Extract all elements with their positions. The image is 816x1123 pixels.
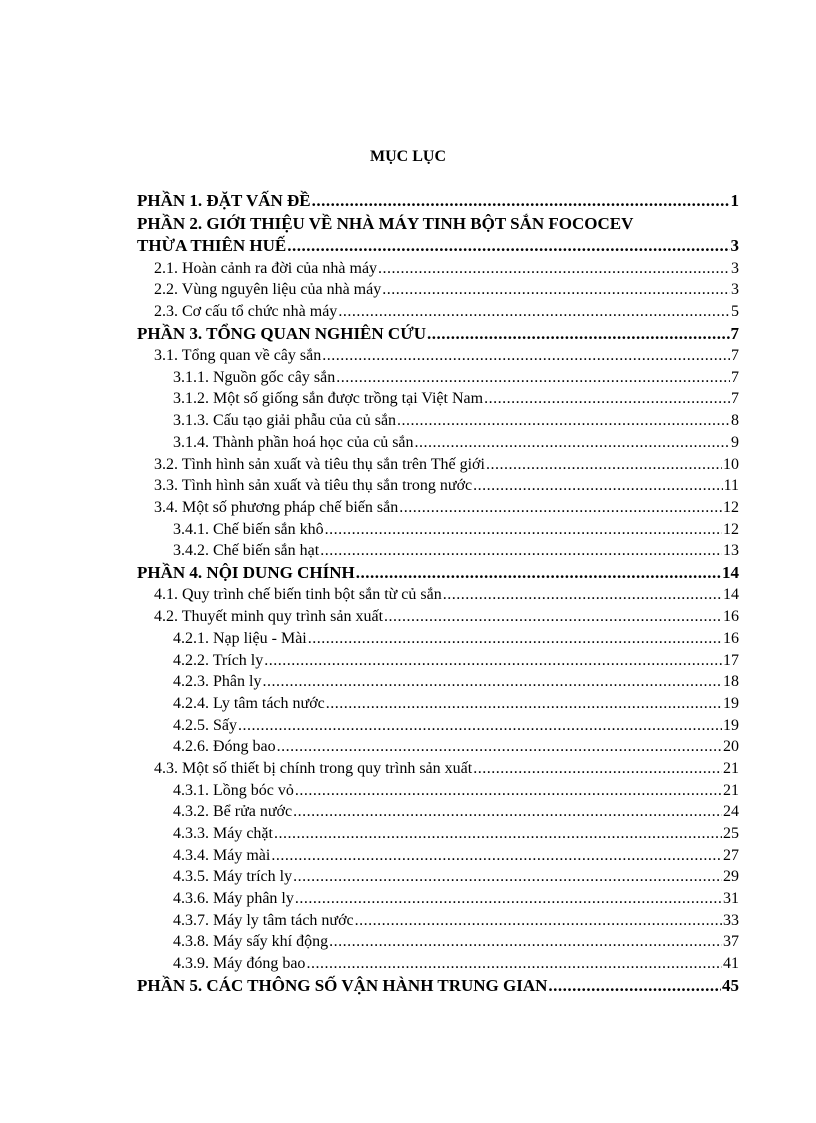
toc-entry-page: 16 [723, 629, 739, 647]
toc-entry-label: 3.3. Tình hình sản xuất và tiêu thụ sắn trong nước [154, 477, 473, 495]
toc-leader-dots [293, 866, 722, 888]
toc-entry-page: 21 [723, 759, 739, 777]
toc-entry-label: 4.3.5. Máy trích ly [173, 868, 293, 886]
toc-entry-page: 41 [723, 955, 739, 973]
toc-entry [137, 801, 739, 823]
toc-entry-label: 3.1. Tổng quan về cây sắn [154, 347, 322, 365]
toc-leader-dots [271, 845, 722, 867]
toc-entry-page: 18 [723, 673, 739, 691]
toc-entry-page: 24 [723, 803, 739, 821]
toc-entry [137, 910, 739, 932]
toc-leader-dots [320, 540, 722, 562]
toc-entry-page: 7 [730, 323, 739, 343]
toc-entry-page: 37 [723, 933, 739, 951]
toc-entry-label: 2.2. Vùng nguyên liệu của nhà máy [154, 281, 382, 299]
toc-entry-label: 4.3.9. Máy đóng bao [173, 955, 306, 973]
toc-leader-dots [486, 454, 722, 476]
toc-entry [137, 235, 739, 258]
toc-leader-dots [287, 235, 729, 258]
toc-entry [137, 758, 739, 780]
toc-entry-label: 3.4.1. Chế biến sắn khô [173, 520, 324, 538]
toc-entry-page: 11 [723, 477, 739, 495]
toc-entry [137, 888, 739, 910]
toc-entry-page: 31 [723, 890, 739, 908]
toc-leader-dots [415, 432, 730, 454]
toc-entry-page: 27 [723, 846, 739, 864]
toc-leader-dots [329, 931, 722, 953]
toc-entry-label: 3.1.2. Một số giống sắn được trồng tại Việt Nam [173, 390, 484, 408]
toc-leader-dots [473, 758, 722, 780]
toc-leader-dots [382, 279, 730, 301]
toc-entry-label: 4.3.1. Lồng bóc vỏ [173, 781, 294, 799]
toc-entry-label: PHẦN 2. GIỚI THIỆU VỀ NHÀ MÁY TINH BỘT SẮN FOCOCEV [137, 213, 634, 233]
toc-entry [137, 301, 739, 323]
toc-entry-label: 3.4. Một số phương pháp chế biến sắn [154, 498, 399, 516]
toc-entry [137, 367, 739, 389]
toc-entry-page: 9 [731, 433, 739, 451]
toc-entry-page: 14 [723, 586, 739, 604]
toc-leader-dots [443, 584, 722, 606]
toc-leader-dots [399, 497, 722, 519]
toc-entry-page: 3 [731, 281, 739, 299]
toc-leader-dots [355, 910, 722, 932]
toc-leader-dots [308, 628, 722, 650]
toc-leader-dots [295, 888, 722, 910]
toc-entry-label: 3.1.1. Nguồn gốc cây sắn [173, 368, 336, 386]
toc-entry-page: 21 [723, 781, 739, 799]
toc-leader-dots [264, 650, 722, 672]
toc-entry [137, 388, 739, 410]
toc-entry-label: 4.2.2. Trích ly [173, 651, 264, 669]
toc-leader-dots [295, 780, 722, 802]
toc-leader-dots [322, 345, 730, 367]
toc-entry-label: 3.4.2. Chế biến sắn hạt [173, 542, 320, 560]
toc-entry [137, 671, 739, 693]
toc-entry-label: 3.2. Tình hình sản xuất và tiêu thụ sắn trên Thế giới [154, 455, 485, 473]
toc-entry [137, 410, 739, 432]
toc-entry-page: 33 [723, 911, 739, 929]
toc-entry-label: 3.1.3. Cấu tạo giải phẫu của củ sắn [173, 412, 397, 430]
toc-leader-dots [238, 715, 722, 737]
toc-entry [137, 454, 739, 476]
toc-entry-page: 29 [723, 868, 739, 886]
toc-entry-page: 19 [723, 716, 739, 734]
toc-entry-label: 4.2.5. Sấy [173, 716, 237, 734]
toc-entry-label: 4.3.3. Máy chặt [173, 825, 273, 842]
toc-entry [137, 606, 739, 628]
toc-entry-page: 16 [723, 608, 739, 626]
toc-entry [137, 519, 739, 541]
toc-entry [137, 540, 739, 562]
toc-entry [137, 345, 739, 367]
toc-entry [137, 931, 739, 953]
toc-entry [137, 258, 739, 280]
toc-entry [137, 715, 739, 737]
toc-entry-label: 4.2. Thuyết minh quy trình sản xuất [154, 608, 384, 626]
toc-leader-dots [262, 671, 722, 693]
toc-leader-dots [384, 606, 722, 628]
toc-entry [137, 650, 739, 672]
toc-entry [137, 190, 739, 213]
toc-entry-label: PHẦN 5. CÁC THÔNG SỐ VẬN HÀNH TRUNG GIAN [137, 975, 548, 995]
toc-leader-dots [338, 301, 730, 323]
toc-entry [137, 323, 739, 346]
toc-entry-page: 25 [723, 825, 739, 842]
toc-entry [137, 475, 739, 497]
toc-entry-label: 4.3.6. Máy phân ly [173, 890, 294, 908]
toc-entry-page: 7 [731, 390, 739, 408]
toc-entry [137, 584, 739, 606]
toc-entry [137, 432, 739, 454]
toc-entry-page: 13 [723, 542, 739, 560]
toc-entry [137, 953, 739, 975]
toc-leader-dots [312, 190, 730, 213]
toc-entry-page: 7 [731, 347, 739, 365]
toc-entry-page: 7 [731, 368, 739, 386]
toc-entry-page: 3 [731, 259, 739, 277]
toc-entry-page: 14 [722, 562, 739, 582]
toc-entry-label: 4.3.4. Máy mài [173, 846, 271, 864]
toc-entry-label: 4.2.6. Đóng bao [173, 738, 276, 756]
toc-entry [137, 628, 739, 650]
toc-entry-page: 10 [723, 455, 739, 473]
toc-entry [137, 866, 739, 888]
toc-entry-label: 4.3.8. Máy sấy khí động [173, 933, 329, 951]
toc-entry-label: PHẦN 4. NỘI DUNG CHÍNH [137, 562, 355, 582]
toc-entry [137, 823, 739, 845]
toc-entry-label: 3.1.4. Thành phần hoá học của củ sắn [173, 433, 414, 451]
toc-entry-label: PHẦN 1. ĐẶT VẤN ĐỀ [137, 191, 311, 210]
toc-leader-dots [277, 736, 722, 758]
toc-entry [137, 845, 739, 867]
toc-leader-dots [484, 388, 730, 410]
toc-entry-label: THỪA THIÊN HUẾ [137, 236, 287, 255]
toc-leader-dots [325, 519, 722, 541]
toc-entry-page: 12 [723, 520, 739, 538]
toc-title: MỤC LỤC [370, 148, 446, 165]
toc-entry-page: 5 [731, 302, 739, 320]
table-of-contents [137, 190, 739, 997]
toc-entry-page: 12 [723, 498, 739, 516]
toc-leader-dots [274, 823, 722, 845]
toc-leader-dots [427, 323, 729, 346]
toc-entry-page: 17 [723, 651, 739, 669]
toc-entry-label: 4.1. Quy trình chế biến tinh bột sắn từ củ sắn [154, 586, 442, 604]
toc-leader-dots [306, 953, 722, 975]
toc-leader-dots [397, 410, 730, 432]
toc-entry-label: 4.3.2. Bể rửa nước [173, 803, 293, 821]
toc-entry-label: 4.2.3. Phân ly [173, 673, 262, 691]
toc-entry [137, 693, 739, 715]
toc-leader-dots [548, 975, 721, 998]
toc-entry-label: 2.1. Hoàn cảnh ra đời của nhà máy [154, 259, 378, 277]
toc-entry [137, 562, 739, 585]
toc-entry [137, 213, 739, 236]
toc-entry [137, 497, 739, 519]
toc-entry-page: 20 [723, 738, 739, 756]
toc-entry-page: 19 [723, 694, 739, 712]
toc-entry-page: 45 [722, 975, 739, 995]
toc-entry-page: 1 [730, 191, 739, 210]
toc-entry-label: 4.2.1. Nạp liệu - Mài [173, 629, 307, 647]
toc-leader-dots [473, 475, 722, 497]
toc-leader-dots [356, 562, 721, 585]
toc-leader-dots [293, 801, 722, 823]
toc-entry-label: 4.2.4. Ly tâm tách nước [173, 694, 325, 712]
toc-entry [137, 780, 739, 802]
toc-entry-label: 2.3. Cơ cấu tổ chức nhà máy [154, 302, 338, 320]
toc-entry-label: 4.3.7. Máy ly tâm tách nước [173, 911, 354, 929]
toc-entry-page: 3 [730, 236, 739, 255]
toc-entry-label: 4.3. Một số thiết bị chính trong quy trình sản xuất [154, 759, 473, 777]
toc-entry [137, 736, 739, 758]
toc-entry-label: PHẦN 3. TỔNG QUAN NGHIÊN CỨU [137, 323, 427, 343]
toc-leader-dots [336, 367, 730, 389]
toc-entry-page: 8 [731, 412, 739, 430]
toc-entry [137, 279, 739, 301]
toc-entry [137, 975, 739, 998]
toc-leader-dots [326, 693, 722, 715]
toc-leader-dots [378, 258, 730, 280]
